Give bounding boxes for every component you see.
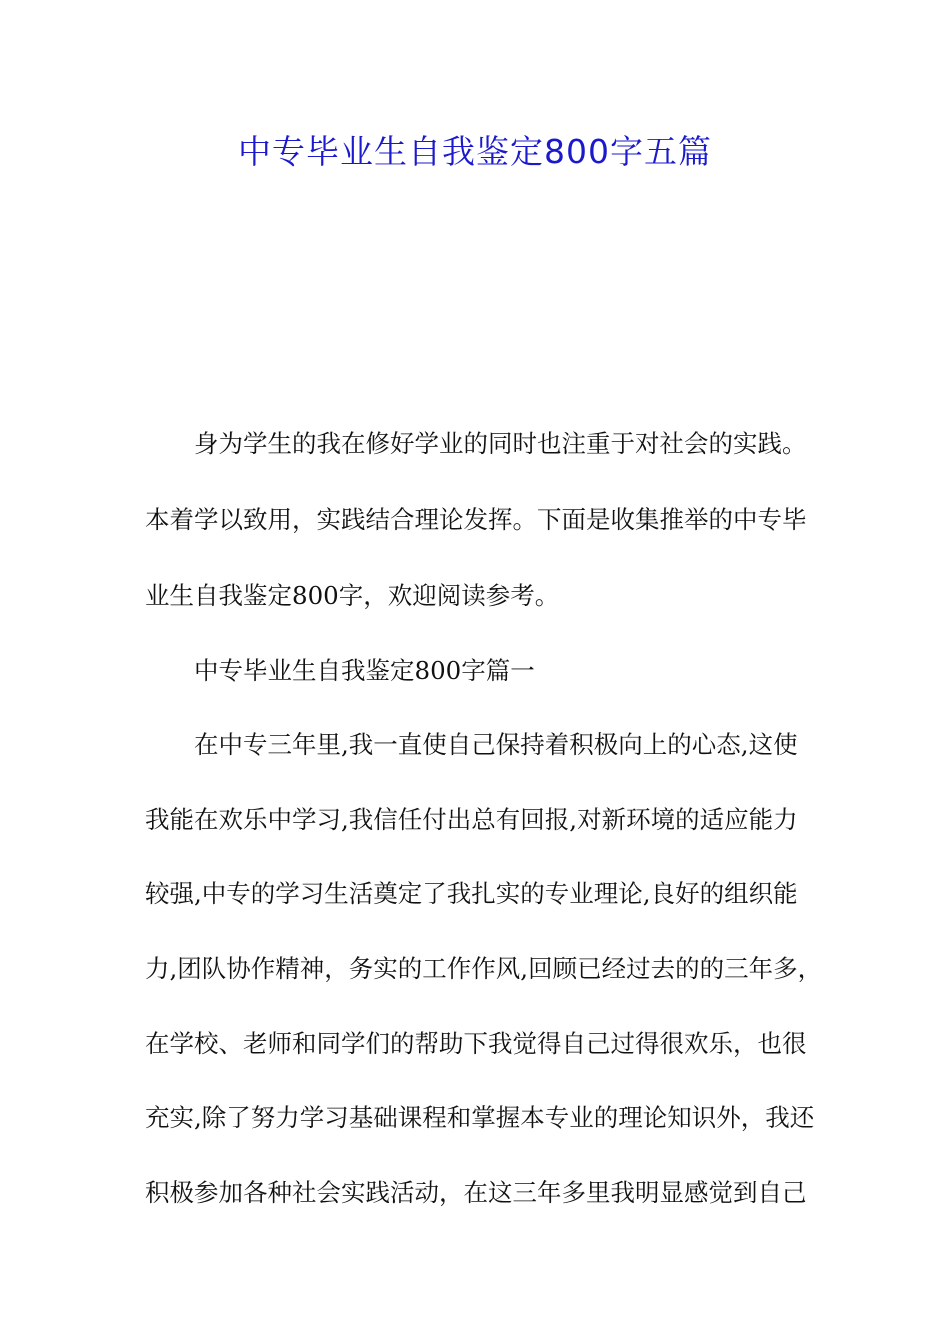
paragraph-line: 在学校、老师和同学们的帮助下我觉得自己过得很欢乐，也很 bbox=[145, 1029, 807, 1058]
section-heading: 中专毕业生自我鉴定800字篇一 bbox=[194, 656, 535, 685]
paragraph-line: 本着学以致用，实践结合理论发挥。下面是收集推举的中专毕 bbox=[145, 505, 807, 534]
paragraph-line: 在中专三年里,我一直使自己保持着积极向上的心态,这使 bbox=[194, 730, 798, 759]
paragraph-line: 我能在欢乐中学习,我信任付出总有回报,对新环境的适应能力 bbox=[145, 805, 798, 834]
document-title: 中专毕业生自我鉴定800字五篇 bbox=[238, 132, 712, 171]
paragraph-line: 较强,中专的学习生活奠定了我扎实的专业理论,良好的组织能 bbox=[145, 879, 798, 908]
paragraph-line: 身为学生的我在修好学业的同时也注重于对社会的实践。 bbox=[194, 429, 807, 458]
paragraph-line: 充实,除了努力学习基础课程和掌握本专业的理论知识外，我还 bbox=[145, 1103, 815, 1132]
document-body bbox=[145, 0, 823, 1344]
paragraph-line: 业生自我鉴定800字，欢迎阅读参考。 bbox=[145, 581, 560, 610]
paragraph-line: 积极参加各种社会实践活动，在这三年多里我明显感觉到自己 bbox=[145, 1178, 807, 1207]
paragraph-line: 力,团队协作精神，务实的工作作风,回顾已经过去的的三年多， bbox=[145, 954, 823, 983]
